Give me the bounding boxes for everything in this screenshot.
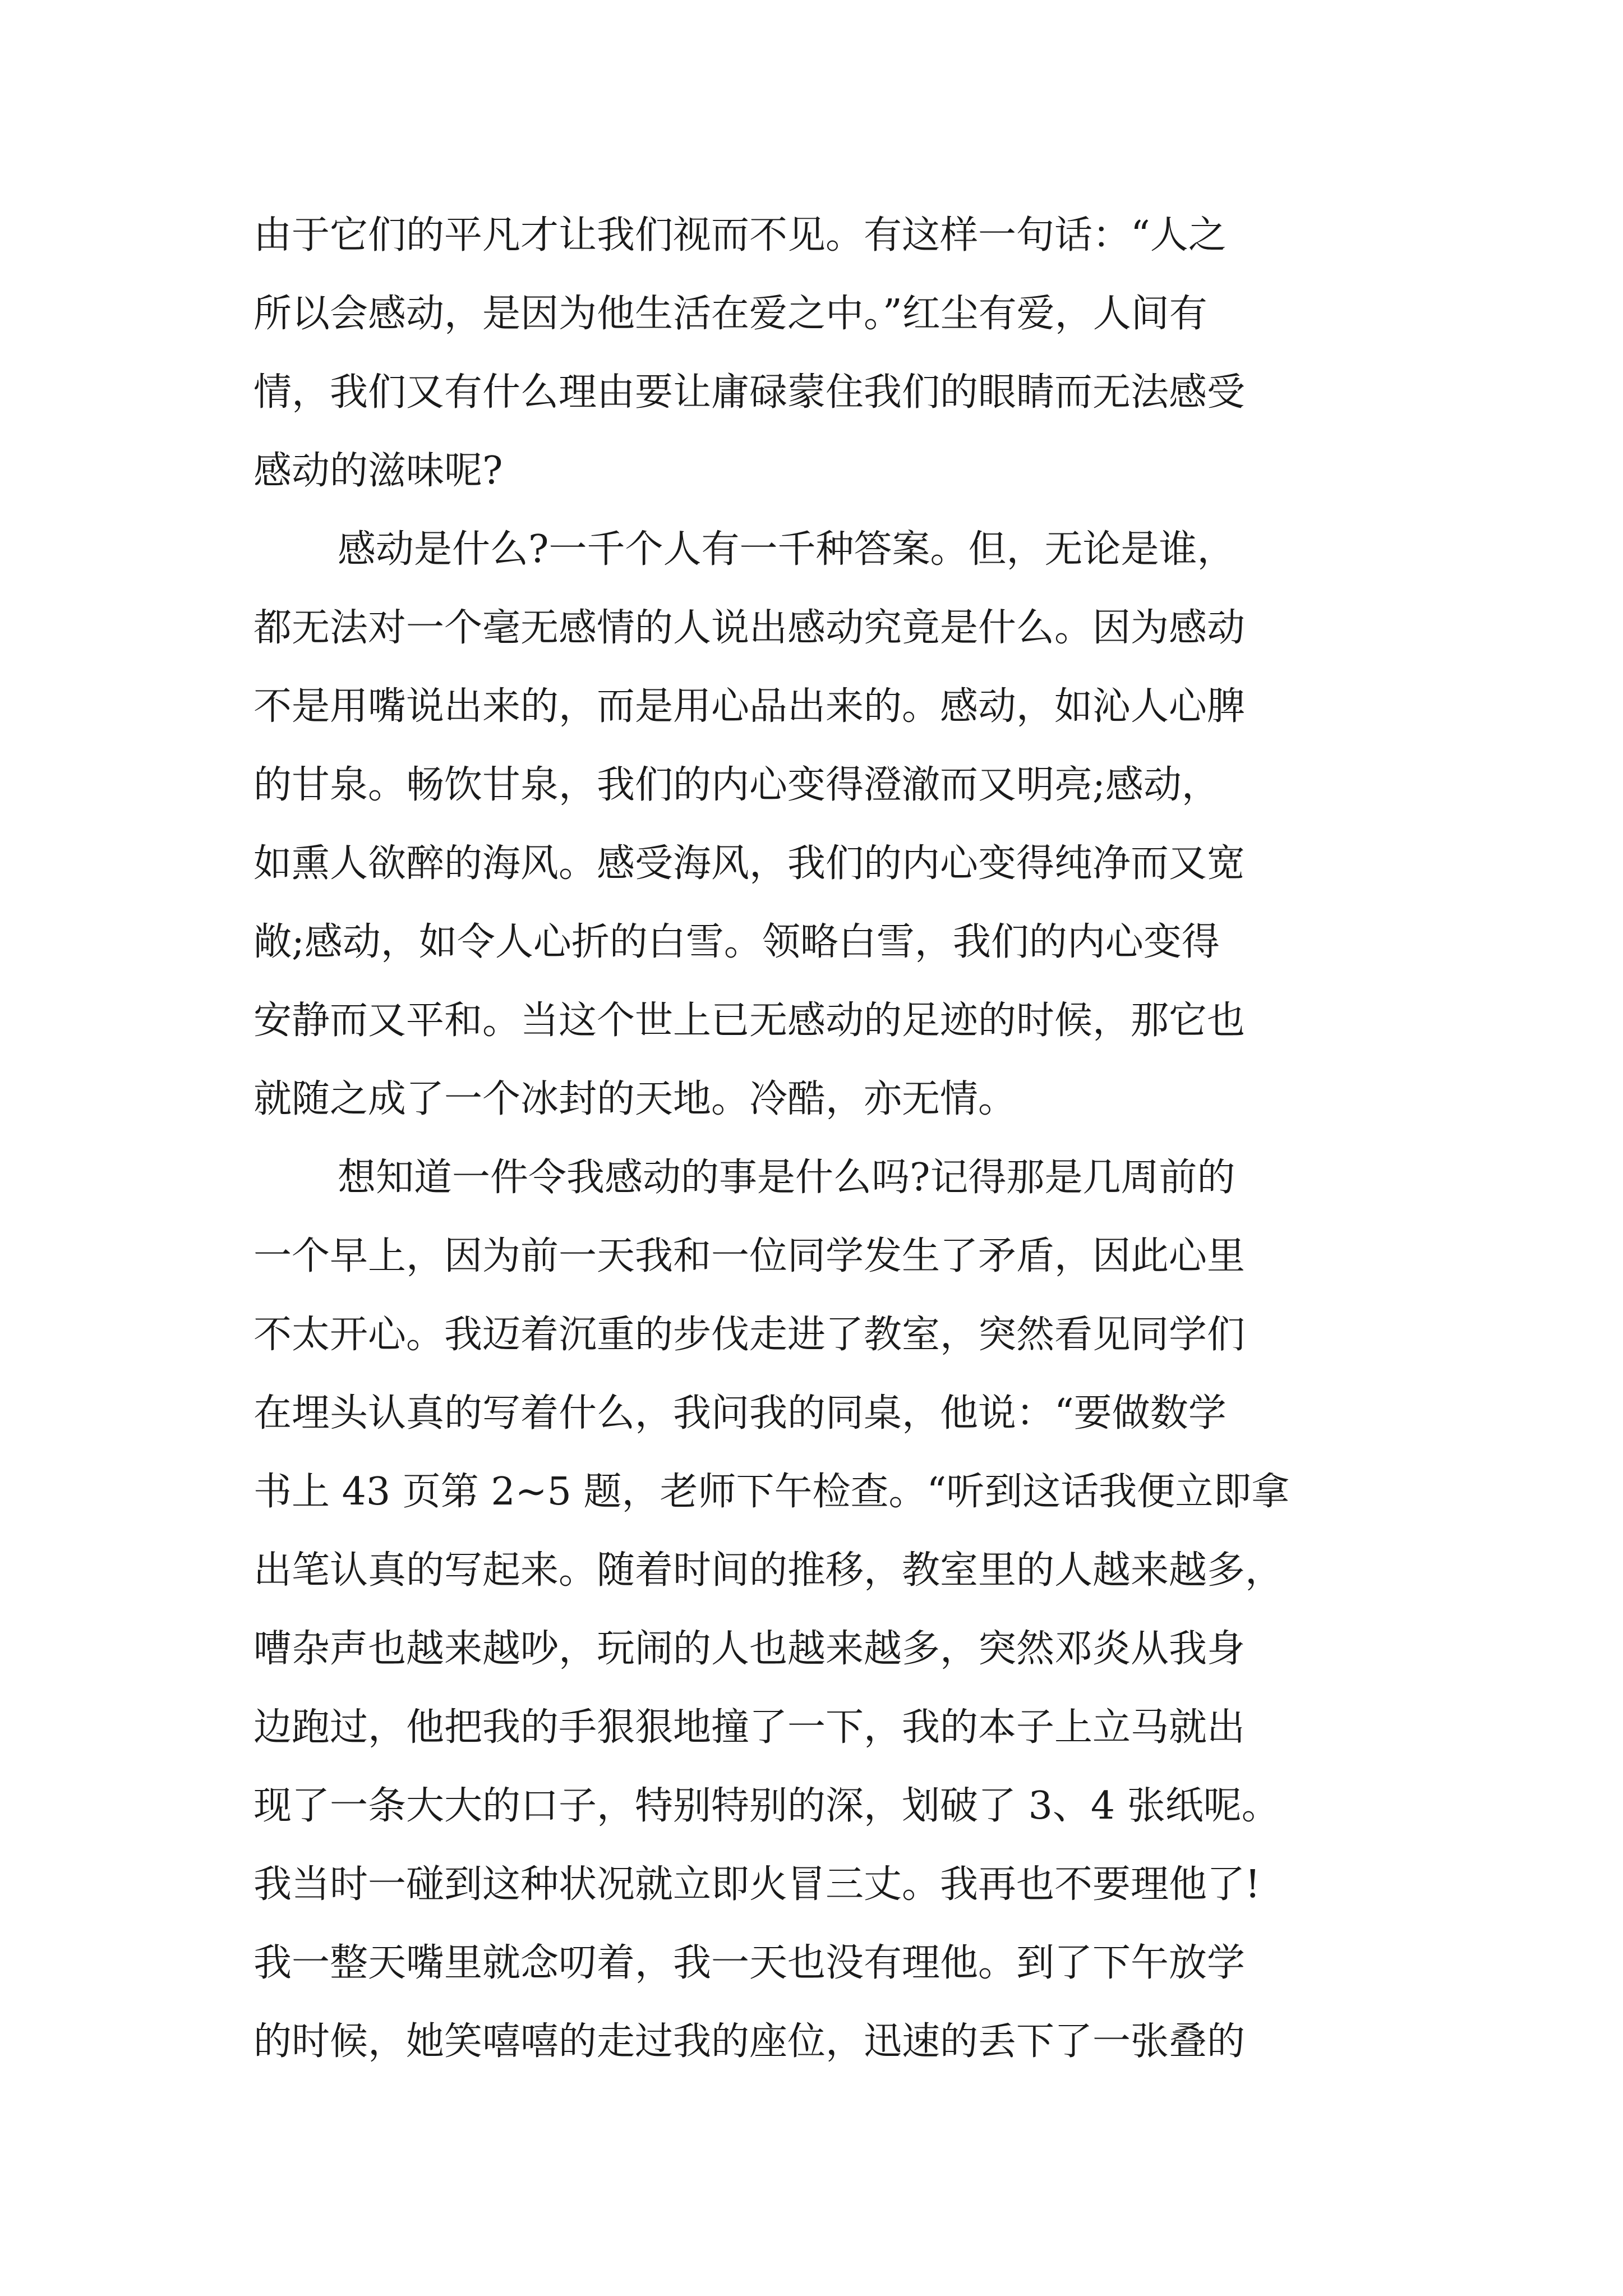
text-line: 如熏人欲醉的海风。感受海风，我们的内心变得纯净而又宽 [253, 841, 1246, 886]
text-line: 不是用嘴说出来的，而是用心品出来的。感动，如沁人心脾 [253, 684, 1246, 729]
text-line: 由于它们的平凡才让我们视而不见。有这样一句话：“人之 [253, 213, 1227, 257]
text-line: 的时候，她笑嘻嘻的走过我的座位，迅速的丢下了一张叠的 [253, 2019, 1246, 2064]
text-line: 在埋头认真的写着什么，我问我的同桌，他说：“要做数学 [253, 1391, 1227, 1435]
text-line: 我一整天嘴里就念叨着，我一天也没有理他。到了下午放学 [253, 1941, 1246, 1985]
body-text [253, 196, 1398, 2081]
text-line: 所以会感动，是因为他生活在爱之中。”红尘有爱，人间有 [253, 292, 1207, 336]
text-line: 边跑过，他把我的手狠狠地撞了一下，我的本子上立马就出 [253, 1705, 1246, 1750]
text-line: 不太开心。我迈着沉重的步伐走进了教室，突然看见同学们 [253, 1313, 1246, 1357]
text-line: 一个早上，因为前一天我和一位同学发生了矛盾，因此心里 [253, 1234, 1246, 1278]
text-line: 情，我们又有什么理由要让庸碌蒙住我们的眼睛而无法感受 [253, 370, 1246, 415]
text-line: 就随之成了一个冰封的天地。冷酷，亦无情。 [253, 1077, 1017, 1121]
text-line: 嘈杂声也越来越吵，玩闹的人也越来越多，突然邓炎从我身 [253, 1627, 1246, 1671]
text-line: 的甘泉。畅饮甘泉，我们的内心变得澄澈而又明亮;感动， [253, 763, 1220, 807]
text-line: 书上 43 页第 2~5 题，老师下午检查。“听到这话我便立即拿 [253, 1470, 1290, 1514]
paragraph-first-line: 感动是什么?一千个人有一千种答案。但，无论是谁， [338, 527, 1235, 572]
text-line: 出笔认真的写起来。随着时间的推移，教室里的人越来越多， [253, 1548, 1284, 1593]
text-line: 感动的滋味呢? [253, 449, 503, 493]
paragraph-first-line: 想知道一件令我感动的事是什么吗?记得那是几周前的 [338, 1156, 1235, 1200]
text-line: 安静而又平和。当这个世上已无感动的足迹的时候，那它也 [253, 999, 1246, 1043]
text-line: 都无法对一个毫无感情的人说出感动究竟是什么。因为感动 [253, 606, 1246, 650]
text-line: 敞;感动，如令人心折的白雪。领略白雪，我们的内心变得 [253, 920, 1220, 964]
text-line: 我当时一碰到这种状况就立即火冒三丈。我再也不要理他了! [253, 1862, 1261, 1907]
text-line: 现了一条大大的口子，特别特别的深，划破了 3、4 张纸呢。 [253, 1784, 1280, 1828]
